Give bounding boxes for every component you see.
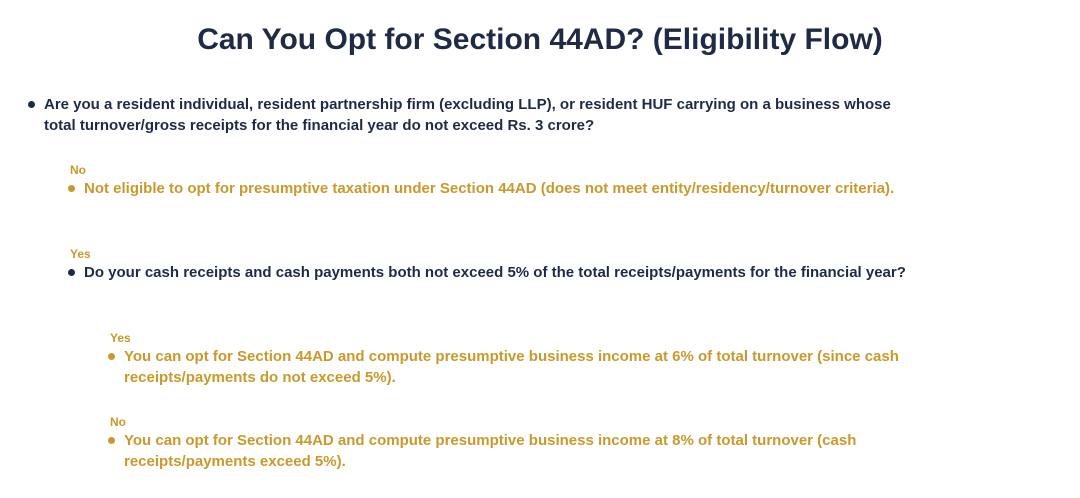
cash-no-label: No (110, 415, 126, 429)
root-yes-label: Yes (70, 247, 91, 261)
cash-question-bullet (68, 269, 75, 276)
root-no-outcome-bullet (68, 185, 75, 192)
cash-yes-label: Yes (110, 331, 131, 345)
cash-yes-outcome: You can opt for Section 44AD and compute presumptive business income at 6% of total turnover (since cash receipts/payments do not exceed 5%). (124, 348, 899, 386)
cash-yes-outcome-bullet (108, 353, 115, 360)
cash-no-outcome: You can opt for Section 44AD and compute presumptive business income at 8% of total turnover (cash receipts/payments exceed 5%). (124, 432, 857, 470)
root-question: Are you a resident individual, resident partnership firm (excluding LLP), or resident HUF carrying on a business whose total turnover/gross receipts for the financial year do not exceed Rs. 3 crore? (44, 96, 891, 134)
cash-no-outcome-bullet (108, 437, 115, 444)
root-question-bullet (28, 101, 35, 108)
root-no-outcome: Not eligible to opt for presumptive taxation under Section 44AD (does not meet entity/residency/turnover criteria). (84, 180, 895, 197)
page-title: Can You Opt for Section 44AD? (Eligibility Flow) (197, 23, 883, 56)
root-no-label: No (70, 163, 86, 177)
cash-question: Do your cash receipts and cash payments both not exceed 5% of the total receipts/payments for the financial year? (84, 264, 906, 281)
